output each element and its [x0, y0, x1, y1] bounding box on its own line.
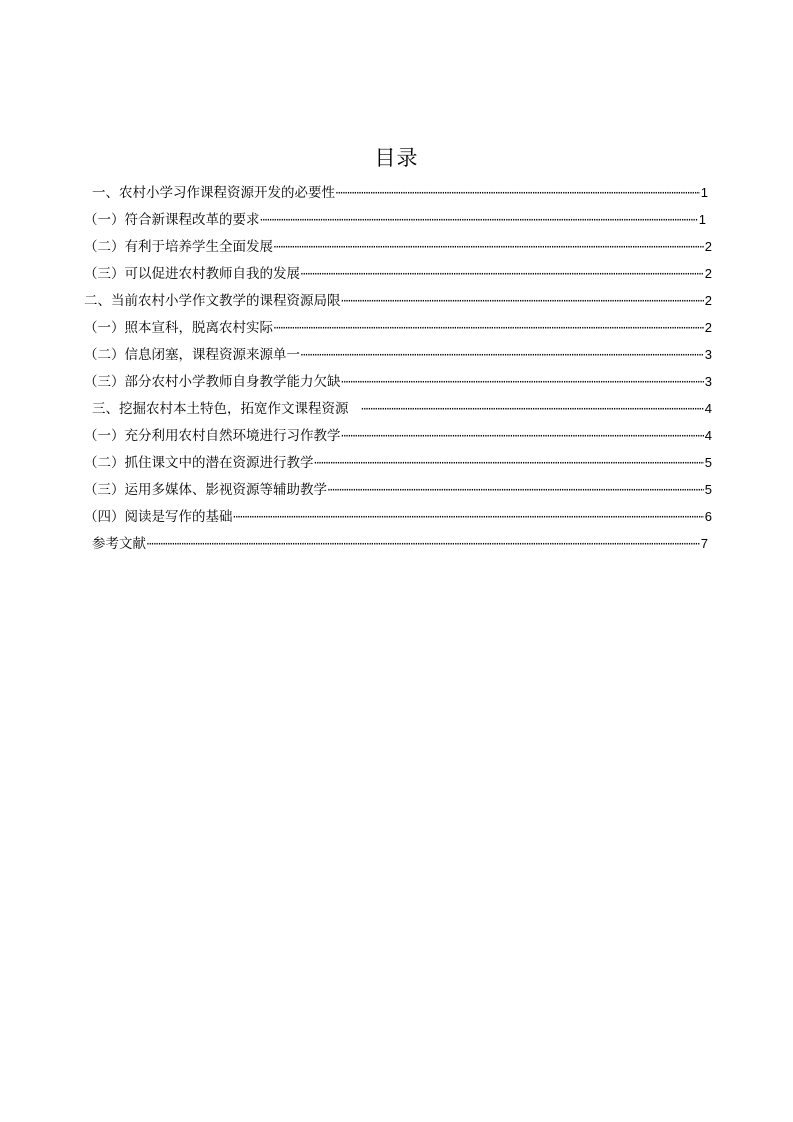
toc-leader-dots	[314, 452, 704, 474]
toc-entry-label: （三）运用多媒体、影视资源等辅助教学	[84, 482, 327, 498]
toc-entry-page: 7	[700, 536, 708, 551]
toc-entry-label: 参考文献	[92, 536, 146, 552]
toc-entry[interactable]	[84, 344, 712, 366]
toc-entry-label: 三、挖掘农村本土特色，拓宽作文课程资源	[92, 401, 349, 417]
toc-entry[interactable]	[84, 452, 712, 474]
toc-entry-page: 2	[704, 320, 712, 335]
toc-entry-page: 2	[704, 266, 712, 281]
toc-entry[interactable]	[84, 263, 712, 285]
toc-entry-label: （一）充分利用农村自然环境进行习作教学	[84, 428, 341, 444]
toc-leader-dots	[300, 263, 704, 285]
toc-entry[interactable]	[84, 371, 712, 393]
toc-entry-page: 4	[704, 428, 712, 443]
toc-entry-label: 一、农村小学习作课程资源开发的必要性	[92, 185, 335, 201]
toc-entry[interactable]	[84, 425, 712, 447]
toc-entry-label: （一）照本宣科，脱离农村实际	[84, 320, 273, 336]
toc-entry-label: （三）部分农村小学教师自身教学能力欠缺	[84, 374, 341, 390]
toc-entry[interactable]	[92, 533, 708, 555]
toc-leader-dots	[273, 236, 704, 258]
toc-entry-label: （二）信息闭塞，课程资源来源单一	[84, 347, 300, 363]
toc-entry-page: 4	[704, 401, 712, 416]
toc-entry-page: 1	[700, 185, 708, 200]
toc-leader-dots	[233, 506, 704, 528]
toc-leader-dots	[260, 209, 698, 231]
toc-entry-page: 3	[704, 374, 712, 389]
toc-leader-dots	[341, 425, 704, 447]
toc-entry-page: 5	[704, 482, 712, 497]
toc-entry-label: （二）抓住课文中的潜在资源进行教学	[84, 455, 314, 471]
toc-entry-page: 5	[704, 455, 712, 470]
toc-leader-dots	[300, 344, 704, 366]
toc-entry[interactable]	[84, 317, 712, 339]
toc-leader-dots	[273, 317, 704, 339]
toc-entry-label: （四）阅读是写作的基础	[84, 509, 233, 525]
toc-entry[interactable]	[84, 209, 706, 231]
toc-entry-label: 二、当前农村小学作文教学的课程资源局限	[84, 293, 341, 309]
toc-entry-label: （一）符合新课程改革的要求	[84, 212, 260, 228]
toc-entry[interactable]	[84, 479, 712, 501]
toc-leader-dots	[146, 533, 700, 555]
toc-leader-dots	[335, 182, 700, 204]
toc-entry-page: 6	[704, 509, 712, 524]
toc-title: 目录	[374, 146, 419, 170]
toc-leader-dots	[361, 398, 704, 420]
toc-entry[interactable]	[92, 398, 712, 420]
toc-leader-dots	[327, 479, 704, 501]
toc-entry[interactable]	[84, 236, 712, 258]
toc-leader-dots	[341, 290, 704, 312]
toc-entry-page: 2	[704, 293, 712, 308]
toc-entry-page: 1	[698, 212, 706, 227]
toc-entry-page: 2	[704, 239, 712, 254]
toc-entry-page: 3	[704, 347, 712, 362]
toc-entry-label: （二）有利于培养学生全面发展	[84, 239, 273, 255]
toc-entry[interactable]	[92, 182, 708, 204]
toc-entry[interactable]	[84, 506, 712, 528]
toc-entry-label: （三）可以促进农村教师自我的发展	[84, 266, 300, 282]
toc-leader-dots	[341, 371, 704, 393]
toc-entry[interactable]	[84, 290, 712, 312]
